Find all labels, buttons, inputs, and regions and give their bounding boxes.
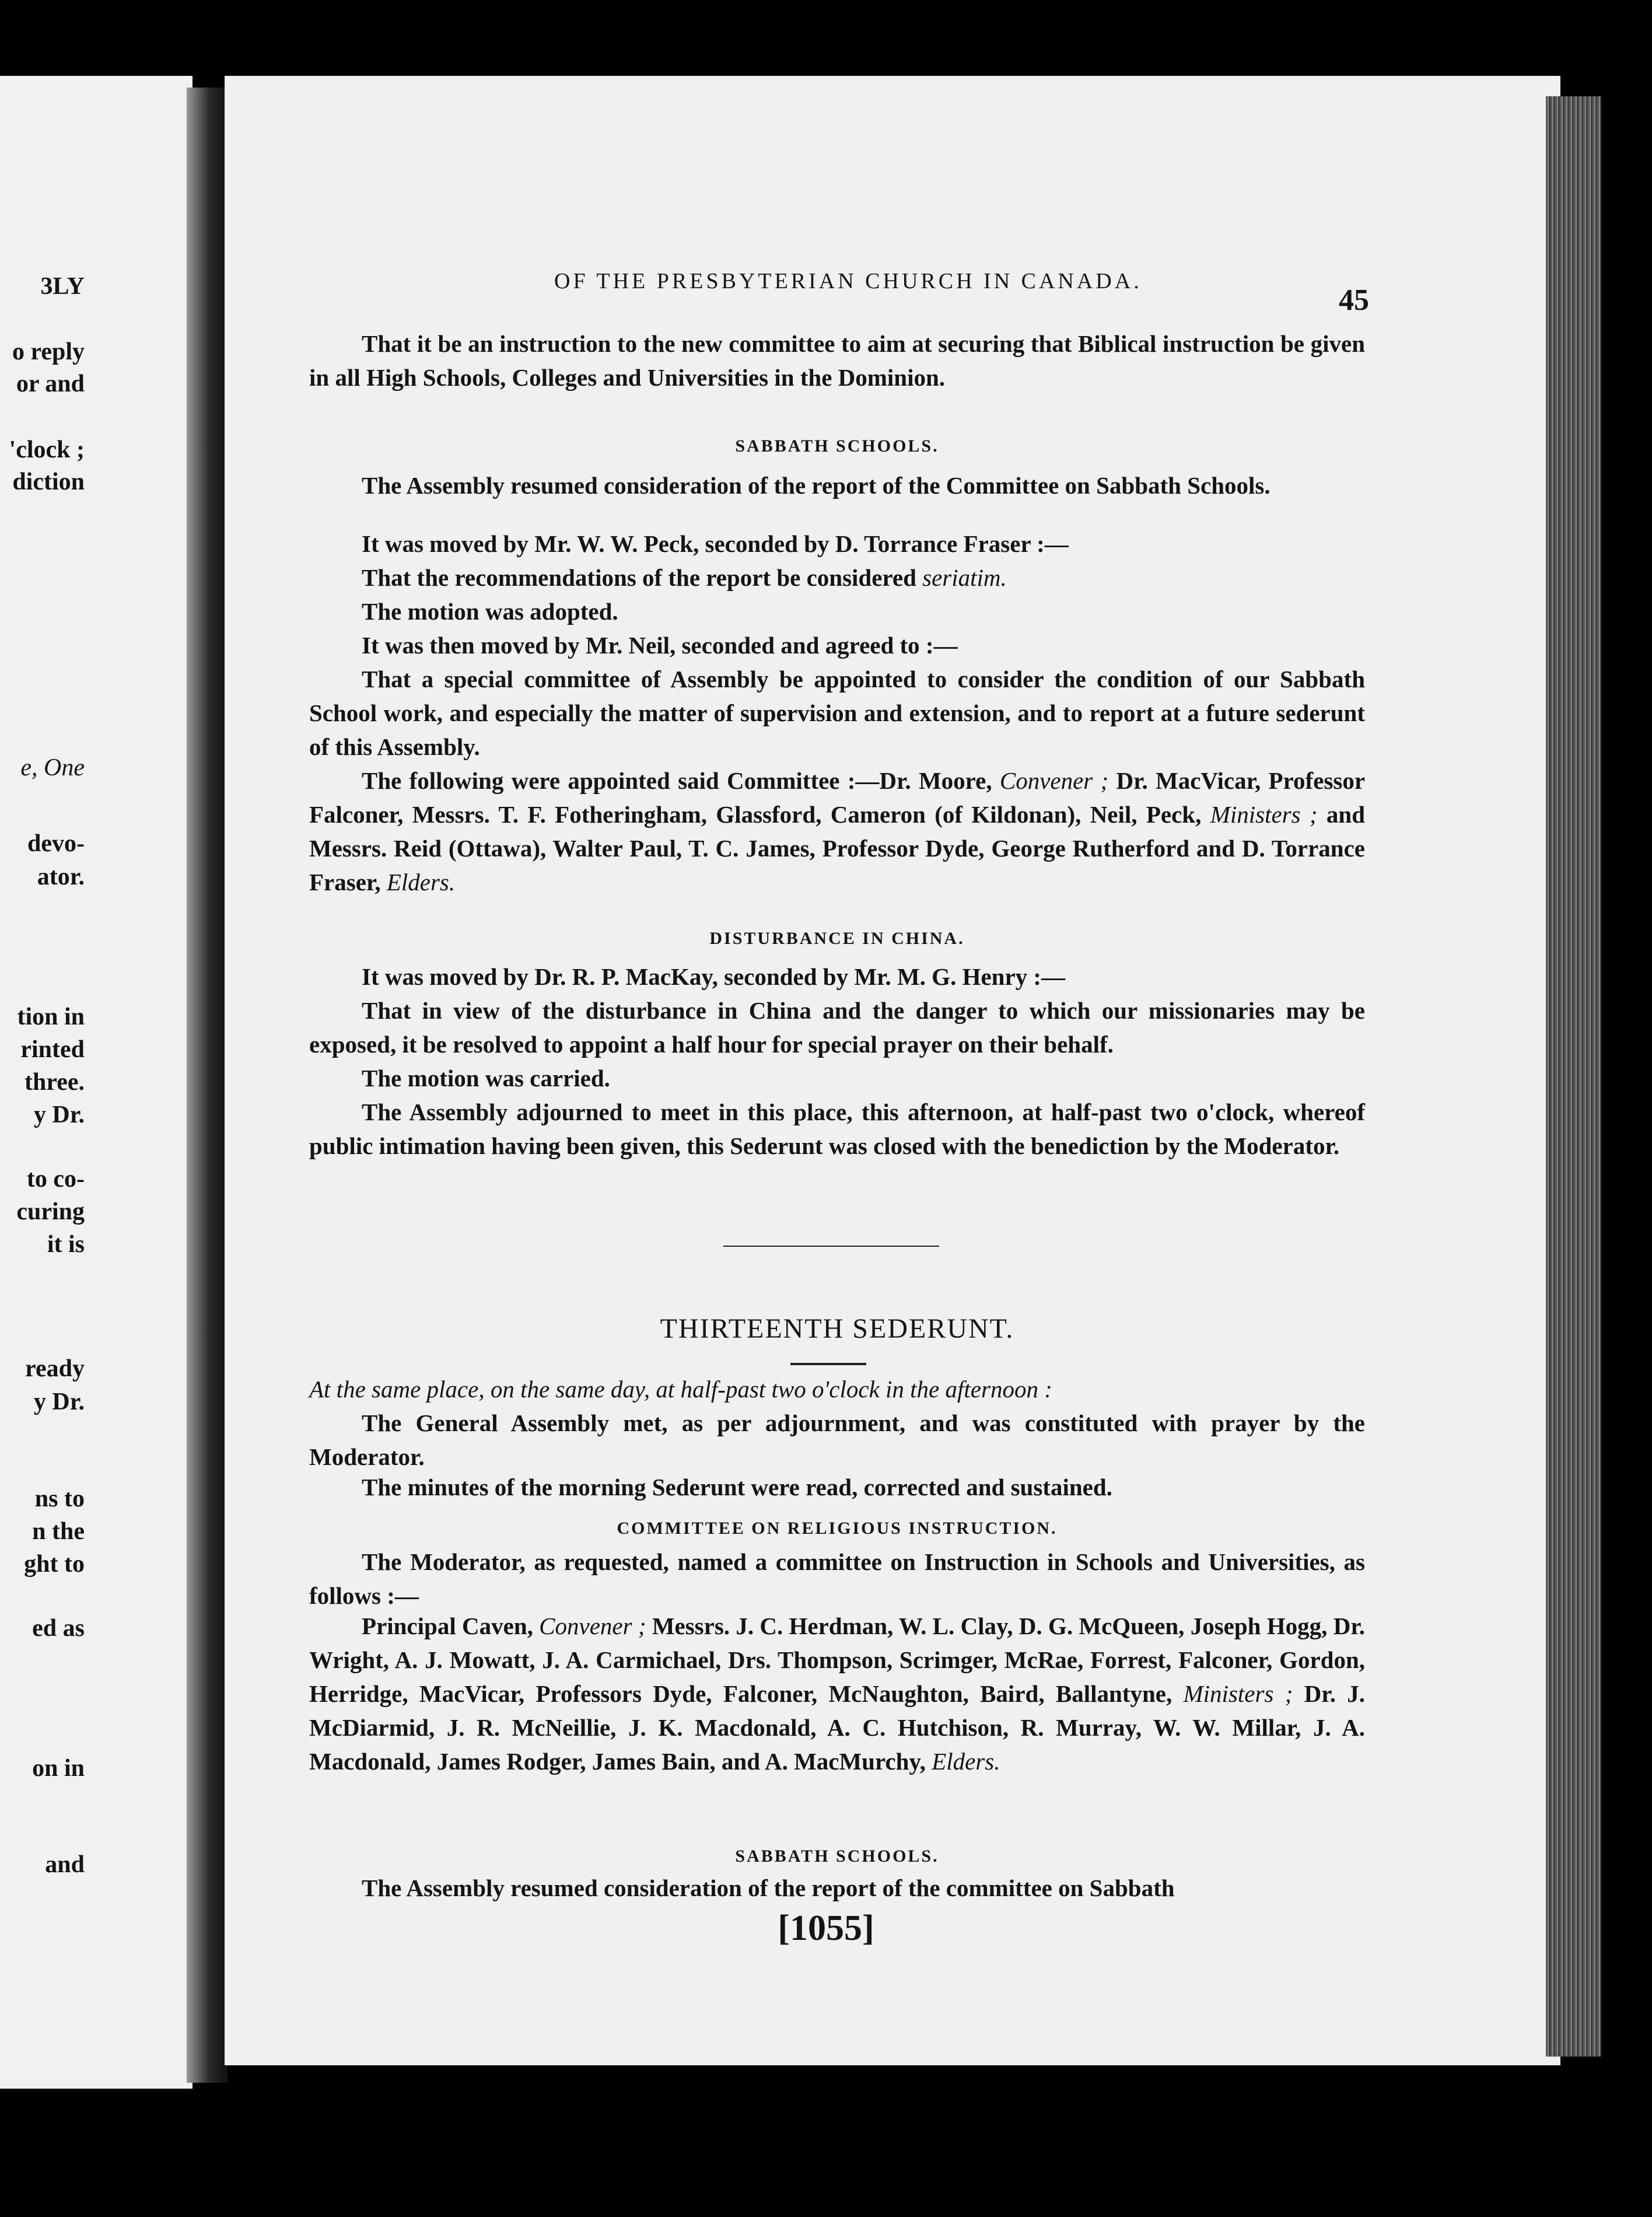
left-fragment: ed as bbox=[32, 1615, 85, 1642]
paragraph: The Assembly adjourned to meet in this place, this afternoon, at half-past two o'clock, whereof public intimation having been given, this Sederunt was closed with the benediction by the Moderator. bbox=[309, 1099, 1365, 1159]
title-rule bbox=[790, 1363, 866, 1365]
running-title: OF THE PRESBYTERIAN CHURCH IN CANADA. bbox=[554, 269, 1142, 293]
left-fragment: devo- bbox=[27, 830, 85, 857]
paragraph: It was then moved by Mr. Neil, seconded and agreed to :— bbox=[362, 632, 958, 659]
paragraph: That a special committee of Assembly be appointed to consider the condition of our Sabbath School work, and especially the matter of supervision and extension, and to report at a future sederunt of this Assembly. bbox=[309, 666, 1365, 760]
left-fragment: to co- bbox=[26, 1166, 85, 1193]
paragraph: Principal Caven, Convener ; Messrs. J. C. Herdman, W. L. Clay, D. G. McQueen, Joseph Hogg, Dr. Wright, A. J. Mowatt, J. A. Carmichael, Drs. Thompson, Scrimger, McRae, Forrest, Falconer, Gordon, Herridge, MacVicar, Professors Dyde, Falconer, McNaughton, Baird, Ballantyne, Ministers ; Dr. J. McDiarmid, J. R. McNeillie, J. K. Macdonald, A. C. Hutchison, R. Murray, W. W. Millar, J. A. Macdonald, James Rodger, James Bain, and A. MacMurchy, Elders. bbox=[309, 1613, 1366, 1775]
left-fragment: y Dr. bbox=[33, 1389, 85, 1415]
left-fragment: ready bbox=[25, 1355, 85, 1382]
section-divider bbox=[723, 1246, 939, 1247]
book-gutter bbox=[187, 88, 228, 2083]
left-fragment: 3LY bbox=[40, 273, 85, 300]
left-fragment: y Dr. bbox=[33, 1101, 85, 1128]
left-fragment: n the bbox=[32, 1518, 85, 1545]
section-heading: SABBATH SCHOOLS. bbox=[735, 1847, 939, 1866]
left-fragment: o reply bbox=[12, 338, 85, 365]
left-fragment: ator. bbox=[37, 863, 85, 890]
section-heading: COMMITTEE ON RELIGIOUS INSTRUCTION. bbox=[617, 1519, 1058, 1538]
left-fragment: or and bbox=[16, 370, 85, 397]
section-heading: DISTURBANCE IN CHINA. bbox=[709, 929, 965, 948]
left-fragment: e, One bbox=[20, 754, 85, 781]
left-fragment: it is bbox=[47, 1231, 85, 1258]
sederunt-intro: At the same place, on the same day, at half-past two o'clock in the afternoon : bbox=[309, 1376, 1052, 1403]
page-number: 45 bbox=[1339, 284, 1369, 317]
left-fragment: and bbox=[45, 1851, 85, 1878]
left-fragment: on in bbox=[32, 1755, 85, 1782]
paragraph: That it be an instruction to the new committee to aim at securing that Biblical instruction be given in all High Schools, Colleges and Universities in the Dominion. bbox=[309, 330, 1365, 391]
paragraph: The General Assembly met, as per adjournment, and was constituted with prayer by the Moderator. bbox=[309, 1410, 1365, 1470]
left-fragment: diction bbox=[12, 468, 85, 495]
paragraph: The Moderator, as requested, named a committee on Instruction in Schools and Universities, as follows :— bbox=[309, 1548, 1365, 1609]
paragraph: The motion was adopted. bbox=[362, 598, 618, 625]
page-edges bbox=[1546, 96, 1601, 2057]
paragraph: The Assembly resumed consideration of the report of the Committee on Sabbath Schools. bbox=[362, 472, 1270, 499]
left-fragment: tion in bbox=[17, 1003, 85, 1030]
left-fragment: ns to bbox=[34, 1485, 85, 1512]
sederunt-title: THIRTEENTH SEDERUNT. bbox=[660, 1313, 1014, 1344]
paragraph: That in view of the disturbance in China and the danger to which our missionaries may be exposed, it be resolved to appoint a half hour for special prayer on their behalf. bbox=[309, 997, 1365, 1058]
page-footer: [1055] bbox=[778, 1908, 874, 1948]
paragraph: The motion was carried. bbox=[362, 1065, 610, 1092]
paragraph: The minutes of the morning Sederunt were read, corrected and sustained. bbox=[362, 1474, 1112, 1501]
section-heading: SABBATH SCHOOLS. bbox=[735, 436, 939, 456]
paragraph: It was moved by Mr. W. W. Peck, seconded by D. Torrance Fraser :— bbox=[362, 530, 1069, 557]
left-fragment: ght to bbox=[24, 1551, 85, 1578]
paragraph: The following were appointed said Committee :—Dr. Moore, Convener ; Dr. MacVicar, Professor Falconer, Messrs. T. F. Fotheringham, Glassford, Cameron (of Kildonan), Neil, Peck, Ministers ; and Messrs. Reid (Ottawa), Walter Paul, T. C. James, Professor Dyde, George Rutherford and D. Torrance Fraser, Elders. bbox=[309, 767, 1366, 896]
left-fragment: three. bbox=[24, 1069, 85, 1096]
paragraph: That the recommendations of the report be considered seriatim. bbox=[362, 564, 1007, 591]
left-fragment: rinted bbox=[20, 1036, 85, 1063]
paragraph: It was moved by Dr. R. P. MacKay, seconded by Mr. M. G. Henry :— bbox=[362, 963, 1066, 990]
paragraph: The Assembly resumed consideration of the report of the committee on Sabbath bbox=[362, 1875, 1175, 1901]
left-fragment: curing bbox=[16, 1198, 85, 1225]
left-fragment: 'clock ; bbox=[9, 436, 85, 463]
